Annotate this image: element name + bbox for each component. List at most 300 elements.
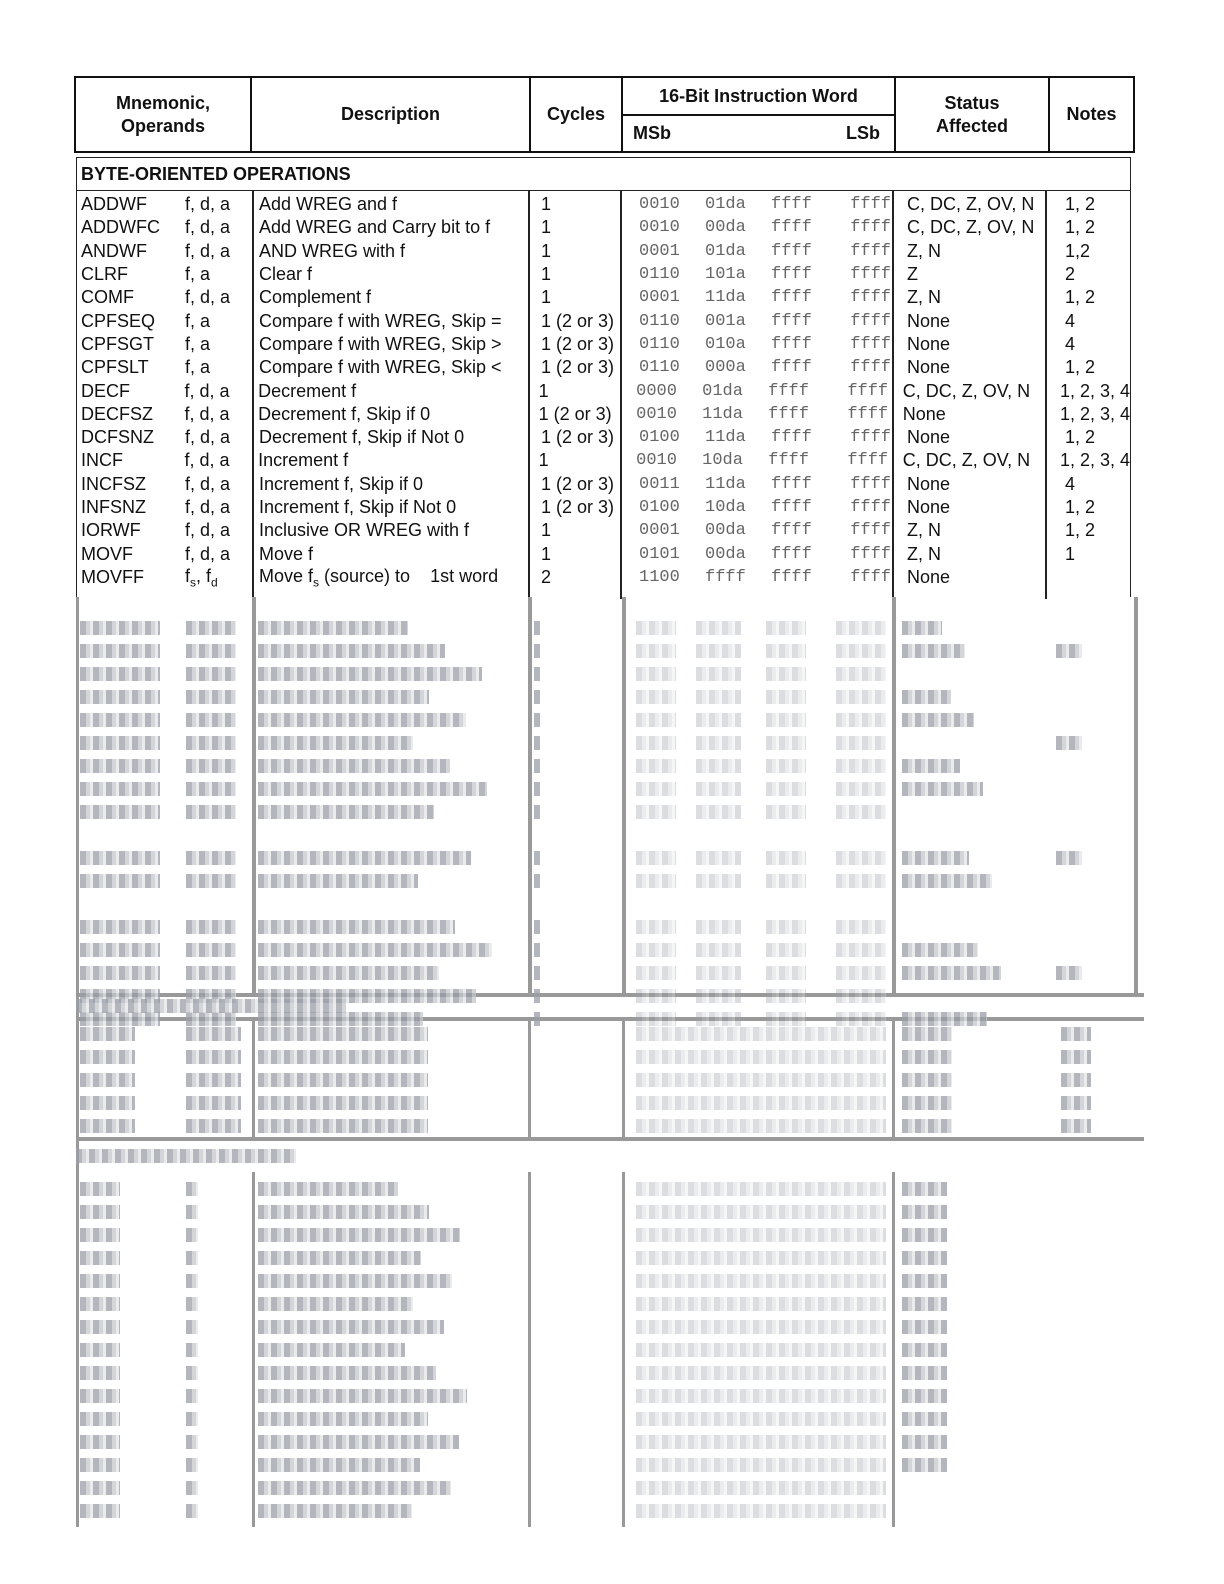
obscured-text — [766, 667, 806, 681]
obscured-text — [696, 966, 741, 980]
obscured-text — [80, 1182, 120, 1196]
obscured-text — [836, 759, 886, 773]
opcode-nibble: ffff — [850, 428, 891, 448]
table-row — [77, 240, 1130, 263]
mnemonic-cell: DECFSZ — [81, 403, 153, 424]
opcode-nibble: 0010 — [636, 404, 677, 424]
obscured-text — [902, 1274, 947, 1288]
obscured-text — [258, 1012, 423, 1026]
obscured-text — [636, 782, 676, 796]
table-row — [77, 449, 1130, 472]
obscured-text — [636, 943, 676, 957]
obscured-text — [80, 621, 160, 635]
obscured-text — [836, 667, 886, 681]
obscured-text — [836, 644, 886, 658]
mnemonic-cell: ADDWF — [81, 194, 147, 215]
obscured-text — [766, 690, 806, 704]
obscured-text — [766, 805, 806, 819]
notes-cell: 4 — [1065, 473, 1076, 494]
obscured-text — [80, 1458, 120, 1472]
obscured-text — [902, 1205, 947, 1219]
obscured-text — [766, 1012, 806, 1026]
obscured-divider — [528, 1017, 531, 1137]
description-cell: Add WREG and f — [259, 194, 398, 215]
obscured-divider — [622, 1017, 625, 1137]
obscured-text — [80, 1435, 120, 1449]
operands-cell: f, d, a — [185, 543, 231, 564]
obscured-text — [258, 943, 492, 957]
mnemonic-cell: MOVFF — [81, 566, 144, 587]
obscured-text — [534, 644, 540, 658]
cycles-cell: 1 (2 or 3) — [541, 333, 615, 354]
opcode-nibble: 0010 — [636, 451, 677, 471]
obscured-divider — [622, 597, 626, 997]
header-mnemonic-line2: Operands — [120, 115, 205, 136]
instruction-word-cell — [633, 335, 905, 354]
operands-cell: f, d, a — [185, 194, 231, 215]
obscured-text — [636, 874, 676, 888]
cycles-cell: 1 — [538, 380, 549, 401]
opcode-nibble: ffff — [847, 404, 889, 424]
opcode-nibble: ffff — [850, 288, 891, 308]
opcode-nibble: 0110 — [639, 311, 680, 331]
obscured-text — [80, 1343, 120, 1357]
obscured-text — [80, 736, 160, 750]
status-cell: C, DC, Z, OV, N — [902, 450, 1031, 471]
instruction-word-cell — [633, 288, 905, 307]
obscured-text — [636, 690, 676, 704]
opcode-nibble: 0110 — [639, 265, 680, 285]
cycles-cell: 1 (2 or 3) — [541, 473, 615, 494]
obscured-text — [836, 920, 886, 934]
obscured-divider — [622, 1172, 625, 1527]
obscured-text — [696, 736, 741, 750]
obscured-text — [186, 713, 236, 727]
instruction-word-cell — [633, 545, 905, 564]
obscured-text — [766, 966, 806, 980]
opcode-nibble: 00da — [705, 218, 746, 238]
obscured-text — [80, 1481, 120, 1495]
header-mnemonic-line1: Mnemonic, — [115, 92, 210, 113]
obscured-text — [258, 736, 413, 750]
mnemonic-cell: DECF — [81, 380, 130, 401]
obscured-text — [80, 1320, 120, 1334]
obscured-text — [534, 943, 540, 957]
status-cell: None — [907, 333, 951, 354]
obscured-text — [902, 851, 969, 865]
obscured-text — [80, 1504, 120, 1518]
obscured-text — [258, 1366, 436, 1380]
opcode-nibble: ffff — [768, 451, 809, 471]
obscured-text — [636, 1228, 886, 1242]
obscured-text — [636, 1412, 886, 1426]
obscured-text — [534, 874, 540, 888]
obscured-text — [696, 1012, 741, 1026]
cycles-cell: 1 — [541, 217, 552, 238]
notes-cell: 1, 2 — [1065, 427, 1096, 448]
obscured-text — [258, 667, 482, 681]
opcode-nibble: 00da — [705, 544, 746, 564]
table-row — [77, 403, 1130, 426]
opcode-nibble: 11da — [702, 404, 743, 424]
obscured-text — [836, 690, 886, 704]
status-cell: None — [907, 310, 951, 331]
column-divider — [252, 191, 254, 599]
obscured-text — [258, 1481, 451, 1495]
obscured-text — [836, 805, 886, 819]
status-cell: C, DC, Z, OV, N — [902, 380, 1031, 401]
mnemonic-cell: COMF — [81, 287, 134, 308]
obscured-text — [902, 874, 992, 888]
header-description: Description — [252, 78, 531, 151]
obscured-text — [258, 1251, 421, 1265]
obscured-text — [696, 989, 741, 1003]
obscured-text — [80, 1012, 160, 1026]
obscured-text — [186, 1389, 198, 1403]
obscured-text — [836, 782, 886, 796]
obscured-text — [80, 1027, 135, 1041]
obscured-text — [186, 1481, 198, 1495]
obscured-text — [766, 989, 806, 1003]
description-cell: Clear f — [259, 264, 313, 285]
obscured-text — [186, 667, 236, 681]
instruction-word-cell — [633, 428, 905, 447]
opcode-nibble: ffff — [771, 474, 812, 494]
operands-cell: f, a — [185, 310, 211, 331]
obscured-text — [534, 667, 540, 681]
obscured-text — [186, 1251, 198, 1265]
operands-cell: f, a — [185, 357, 211, 378]
obscured-text — [534, 782, 540, 796]
obscured-text — [80, 1228, 120, 1242]
instruction-word-cell — [633, 475, 905, 494]
obscured-text — [766, 782, 806, 796]
opcode-nibble: ffff — [771, 521, 812, 541]
obscured-text — [902, 1389, 947, 1403]
obscured-divider — [252, 1172, 255, 1527]
obscured-text — [766, 920, 806, 934]
operands-cell: f, d, a — [185, 497, 231, 517]
obscured-text — [766, 874, 806, 888]
obscured-text — [258, 1073, 428, 1087]
obscured-text — [902, 1027, 952, 1041]
obscured-text — [534, 1012, 540, 1026]
status-cell: None — [902, 403, 946, 424]
obscured-text — [186, 1182, 198, 1196]
obscured-text — [902, 1050, 952, 1064]
obscured-text — [80, 1050, 135, 1064]
operands-cell: f, d, a — [184, 380, 230, 401]
obscured-text — [636, 966, 676, 980]
obscured-text — [696, 667, 741, 681]
obscured-text — [80, 805, 160, 819]
operands-cell: f, d, a — [185, 240, 231, 261]
obscured-text — [186, 1297, 198, 1311]
opcode-nibble: ffff — [847, 381, 889, 401]
obscured-text — [636, 1274, 886, 1288]
obscured-text — [258, 782, 487, 796]
obscured-text — [1056, 966, 1082, 980]
obscured-text — [696, 851, 741, 865]
obscured-text — [258, 1297, 413, 1311]
obscured-text — [902, 1412, 947, 1426]
obscured-text — [902, 1182, 947, 1196]
status-cell: None — [907, 566, 951, 587]
table-row — [77, 519, 1130, 542]
obscured-text — [636, 920, 676, 934]
obscured-text — [534, 989, 540, 1003]
opcode-nibble: ffff — [850, 521, 891, 541]
obscured-text — [258, 713, 466, 727]
status-cell: None — [907, 473, 951, 494]
obscured-text — [902, 690, 951, 704]
obscured-text — [636, 1096, 886, 1110]
opcode-nibble: ffff — [771, 544, 812, 564]
obscured-text — [534, 920, 540, 934]
opcode-nibble: ffff — [771, 428, 812, 448]
mnemonic-cell: ADDWFC — [81, 217, 160, 238]
opcode-nibble: 01da — [705, 241, 746, 261]
obscured-text — [186, 920, 236, 934]
obscured-text — [80, 1274, 120, 1288]
obscured-text — [258, 851, 471, 865]
obscured-text — [636, 736, 676, 750]
opcode-nibble: ffff — [771, 498, 812, 517]
obscured-text — [836, 713, 886, 727]
obscured-text — [80, 920, 160, 934]
obscured-text — [902, 759, 960, 773]
status-cell: Z, N — [907, 240, 941, 261]
obscured-text — [766, 644, 806, 658]
obscured-text — [534, 966, 540, 980]
obscured-text — [258, 874, 418, 888]
obscured-text — [80, 1389, 120, 1403]
status-cell: C, DC, Z, OV, N — [907, 217, 1035, 238]
opcode-nibble: 0011 — [639, 474, 680, 494]
obscured-text — [902, 1012, 987, 1026]
obscured-text — [636, 1205, 886, 1219]
obscured-text — [80, 1073, 135, 1087]
obscured-text — [80, 690, 160, 704]
obscured-section-title — [76, 1149, 296, 1163]
description-cell: Move f — [259, 543, 314, 564]
mnemonic-cell: CPFSEQ — [81, 310, 156, 331]
opcode-nibble: 11da — [705, 288, 746, 308]
cycles-cell: 1 (2 or 3) — [541, 497, 615, 517]
cycles-cell: 1 — [541, 543, 552, 564]
obscured-text — [902, 1096, 952, 1110]
obscured-region — [76, 597, 1144, 1527]
header-instruction-word-title: 16-Bit Instruction Word — [623, 78, 894, 116]
obscured-text — [636, 1119, 886, 1133]
obscured-text — [636, 1343, 886, 1357]
obscured-text — [186, 1073, 241, 1087]
description-cell: Compare f with WREG, Skip < — [259, 357, 502, 378]
obscured-text — [80, 1096, 135, 1110]
description-cell: Increment f, Skip if Not 0 — [259, 497, 457, 517]
obscured-text — [80, 874, 160, 888]
opcode-nibble: ffff — [850, 311, 891, 331]
status-cell: None — [907, 497, 951, 517]
obscured-text — [186, 1412, 198, 1426]
obscured-text — [186, 1096, 241, 1110]
notes-cell: 4 — [1065, 310, 1076, 331]
obscured-text — [766, 713, 806, 727]
column-divider — [620, 191, 622, 599]
obscured-text — [534, 690, 540, 704]
cycles-cell: 1 (2 or 3) — [541, 357, 615, 378]
obscured-text — [696, 713, 741, 727]
obscured-text — [258, 1435, 459, 1449]
notes-cell: 1, 2 — [1065, 194, 1096, 215]
opcode-nibble: 10da — [702, 451, 743, 471]
obscured-divider — [892, 1172, 895, 1527]
obscured-text — [186, 966, 236, 980]
description-cell: Compare f with WREG, Skip = — [259, 310, 502, 331]
opcode-nibble: ffff — [850, 358, 891, 378]
obscured-text — [696, 805, 741, 819]
opcode-nibble: 11da — [705, 474, 746, 494]
description-cell: Decrement f, Skip if Not 0 — [259, 427, 465, 448]
obscured-text — [258, 621, 408, 635]
obscured-text — [186, 851, 236, 865]
obscured-text — [80, 782, 160, 796]
obscured-text — [636, 644, 676, 658]
obscured-text — [186, 621, 236, 635]
notes-cell: 1, 2 — [1065, 287, 1096, 308]
operands-cell: f, a — [185, 333, 211, 354]
table-row — [77, 426, 1130, 449]
mnemonic-cell: IORWF — [81, 520, 141, 541]
cycles-cell: 1 — [541, 264, 552, 285]
obscured-divider — [892, 597, 896, 997]
opcode-nibble: ffff — [771, 567, 812, 587]
obscured-text — [258, 1504, 412, 1518]
obscured-text — [636, 1389, 886, 1403]
obscured-text — [1061, 1027, 1091, 1041]
obscured-text — [1056, 736, 1082, 750]
opcode-nibble: ffff — [850, 334, 891, 354]
operands-cell: f, d, a — [184, 403, 230, 424]
opcode-nibble: 0010 — [639, 218, 680, 238]
opcode-nibble: ffff — [768, 404, 809, 424]
obscured-text — [258, 805, 434, 819]
obscured-text — [696, 920, 741, 934]
obscured-text — [696, 644, 741, 658]
obscured-divider — [252, 1017, 255, 1137]
header-mnemonic — [76, 78, 252, 151]
opcode-nibble: 0110 — [639, 334, 680, 354]
opcode-nibble: ffff — [705, 567, 746, 587]
obscured-text — [186, 644, 236, 658]
obscured-text — [186, 1366, 198, 1380]
obscured-text — [902, 1366, 947, 1380]
header-instruction-word — [623, 78, 896, 151]
obscured-text — [902, 1228, 947, 1242]
header-status-line1: Status — [944, 92, 1000, 113]
operands-cell: f, d, a — [185, 217, 231, 238]
obscured-text — [636, 1251, 886, 1265]
description-cell: Compare f with WREG, Skip > — [259, 333, 502, 354]
instruction-word-cell — [630, 405, 901, 424]
obscured-text — [80, 1366, 120, 1380]
obscured-text — [636, 989, 676, 1003]
obscured-text — [258, 1343, 405, 1357]
cycles-cell: 2 — [541, 566, 552, 587]
description-cell: Inclusive OR WREG with f — [259, 520, 470, 541]
obscured-text — [902, 713, 974, 727]
notes-cell: 1, 2, 3, 4 — [1059, 380, 1130, 401]
opcode-nibble: ffff — [771, 195, 812, 215]
opcode-nibble: 101a — [705, 265, 746, 285]
instruction-word-cell — [630, 451, 901, 470]
obscured-text — [636, 1050, 886, 1064]
notes-cell: 1, 2, 3, 4 — [1059, 403, 1130, 424]
obscured-section-title — [76, 999, 346, 1013]
obscured-text — [836, 874, 886, 888]
obscured-text — [186, 1228, 198, 1242]
obscured-text — [80, 943, 160, 957]
obscured-text — [186, 782, 236, 796]
instruction-word-cell — [633, 218, 905, 237]
obscured-text — [1061, 1119, 1091, 1133]
opcode-nibble: 0001 — [639, 288, 680, 308]
obscured-text — [836, 851, 886, 865]
table-row — [77, 496, 1130, 519]
obscured-text — [534, 759, 540, 773]
opcode-nibble: 10da — [705, 498, 746, 517]
mnemonic-cell: CLRF — [81, 264, 129, 285]
description-cell: Increment f — [258, 450, 349, 471]
opcode-nibble: 0010 — [639, 195, 680, 215]
notes-cell: 1 — [1065, 543, 1076, 564]
description-cell: Complement f — [259, 287, 372, 308]
obscured-text — [258, 644, 445, 658]
opcode-nibble: 1100 — [639, 567, 680, 587]
header-msb: MSb — [633, 123, 671, 143]
opcode-nibble: ffff — [850, 567, 891, 587]
description-cell: Increment f, Skip if 0 — [259, 473, 424, 494]
obscured-text — [80, 1412, 120, 1426]
obscured-text — [80, 1205, 120, 1219]
mnemonic-cell: CPFSGT — [81, 333, 155, 354]
obscured-text — [80, 966, 160, 980]
operands-cell: f, d, a — [185, 473, 231, 494]
opcode-nibble: ffff — [771, 311, 812, 331]
opcode-nibble: 0000 — [636, 381, 677, 401]
instruction-word-cell — [633, 521, 905, 540]
table-row — [77, 309, 1130, 332]
obscured-text — [186, 1274, 198, 1288]
obscured-text — [534, 621, 540, 635]
header-lsb: LSb — [846, 123, 880, 143]
opcode-nibble: ffff — [768, 381, 809, 401]
status-cell: C, DC, Z, OV, N — [907, 194, 1035, 215]
obscured-text — [186, 1435, 198, 1449]
opcode-nibble: 01da — [705, 195, 746, 215]
obscured-text — [1056, 644, 1082, 658]
description-cell: Decrement f — [258, 380, 357, 401]
table-row — [77, 379, 1130, 402]
obscured-text — [766, 943, 806, 957]
opcode-nibble: ffff — [850, 474, 891, 494]
obscured-text — [80, 1251, 120, 1265]
opcode-nibble: 000a — [705, 358, 746, 378]
description-cell: Move $f_s$ (source) to 1st word — [259, 565, 499, 590]
instruction-word-cell — [633, 568, 905, 587]
opcode-nibble: ffff — [850, 498, 891, 517]
obscured-text — [766, 621, 806, 635]
